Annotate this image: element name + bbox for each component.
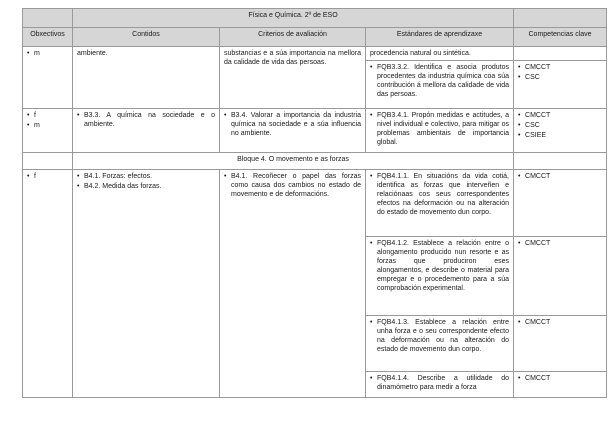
table-row	[23, 47, 607, 61]
competencias-cell	[514, 237, 607, 316]
competencias-cell	[514, 372, 607, 398]
estandar-text: • FQB3.4.1. Propón medidas e actitudes, a nivel individual e colectivo, para mitigar os problemas ambientais de importancia global.	[370, 111, 509, 147]
band-side-cell	[514, 153, 607, 170]
estandar-cell	[366, 237, 514, 316]
competencias-cell	[514, 316, 607, 372]
header-obxectivos: Obxectivos	[23, 28, 73, 47]
estandar-cell	[366, 61, 514, 109]
contido-text: • B4.1. Forzas: efectos.	[77, 172, 215, 181]
list-item: • f	[27, 111, 68, 120]
block-title: Bloque 4. O movemento e as forzas	[73, 153, 514, 170]
header-contidos: Contidos	[73, 28, 220, 47]
criterios-cell	[220, 170, 366, 398]
competencia-item: • CMCCT	[518, 239, 602, 248]
table-row	[23, 109, 607, 153]
criterio-text: • B3.4. Valorar a importancia da industria química na sociedade e a súa influencia no ambiente.	[224, 111, 361, 138]
obxectivos-cell	[23, 47, 73, 109]
band-side-cell	[23, 153, 73, 170]
contido-text: • B4.2. Medida das forzas.	[77, 182, 215, 191]
competencia-item: • CMCCT	[518, 111, 602, 120]
estandar-cell	[366, 372, 514, 398]
header-competencias: Competencias clave	[514, 28, 607, 47]
contidos-cell	[73, 109, 220, 153]
criterios-cell	[220, 109, 366, 153]
title-row	[23, 9, 607, 28]
estandar-text: • FQB4.1.3. Establece a relación entre unha forza e o seu correspondente efecto na deformación ou na alteración do estado de movemento dun corpo.	[370, 318, 509, 354]
list-item: • m	[27, 121, 68, 130]
list-item: • m	[27, 49, 68, 58]
estandar-cell	[366, 170, 514, 237]
competencia-item: • CSIEE	[518, 131, 602, 140]
title-corner-cell	[23, 9, 73, 28]
contidos-cell	[73, 170, 220, 398]
contidos-cell	[73, 47, 220, 109]
obxectivos-cell	[23, 170, 73, 398]
competencia-item: • CSC	[518, 73, 602, 82]
header-row	[23, 28, 607, 47]
estandar-cell	[366, 109, 514, 153]
obxectivos-cell	[23, 109, 73, 153]
competencia-item: • CMCCT	[518, 318, 602, 327]
estandar-text: procedencia natural ou sintética.	[370, 50, 471, 57]
estandar-cell	[366, 316, 514, 372]
criterio-text: substancias e a súa importancia na mellora da calidade de vida das persoas.	[224, 50, 361, 66]
estandar-text: • FQB4.1.1. En situacións da vida cotiá, identifica as forzas que interveñen e relaciónaas cos seus correspondentes efectos na deformación ou na alteración do estado de movemento dun corpo.	[370, 172, 509, 217]
competencia-item: • CMCCT	[518, 63, 602, 72]
block-row	[23, 153, 607, 170]
header-criterios: Criterios de avaliación	[220, 28, 366, 47]
competencia-item: • CSC	[518, 121, 602, 130]
table-title: Física e Química. 2º de ESO	[73, 9, 514, 28]
estandar-text: • FQB4.1.4. Describe a utilidade do dinamómetro para medir a forza	[370, 374, 509, 392]
list-item: • f	[27, 172, 68, 181]
table-row	[23, 170, 607, 237]
competencia-item: • CMCCT	[518, 172, 602, 181]
criterio-text: • B4.1. Recoñecer o papel das forzas como causa dos cambios no estado de movemento e de deformacións.	[224, 172, 361, 199]
competencias-cell	[514, 170, 607, 237]
competencias-cell	[514, 47, 607, 61]
estandar-text: • FQB3.3.2. Identifica e asocia produtos procedentes da industria química coa súa contribución á mellora da calidade de vida das persoas.	[370, 63, 509, 99]
competencias-cell	[514, 61, 607, 109]
header-estandares: Estándares de aprendizaxe	[366, 28, 514, 47]
contido-text: • B3.3. A química na sociedade e o ambiente.	[77, 111, 215, 129]
estandar-text: • FQB4.1.2. Establece a relación entre o alongamento producido nun resorte e as forzas que produciron eses alongamentos, e describe o material para empregar e o procedemento para a súa comprobación experimental.	[370, 239, 509, 293]
curriculum-table	[22, 8, 607, 398]
title-corner-cell	[514, 9, 607, 28]
contido-text: ambiente.	[77, 50, 108, 57]
criterios-cell	[220, 47, 366, 109]
competencias-cell	[514, 109, 607, 153]
competencia-item: • CMCCT	[518, 374, 602, 383]
estandar-cell	[366, 47, 514, 61]
